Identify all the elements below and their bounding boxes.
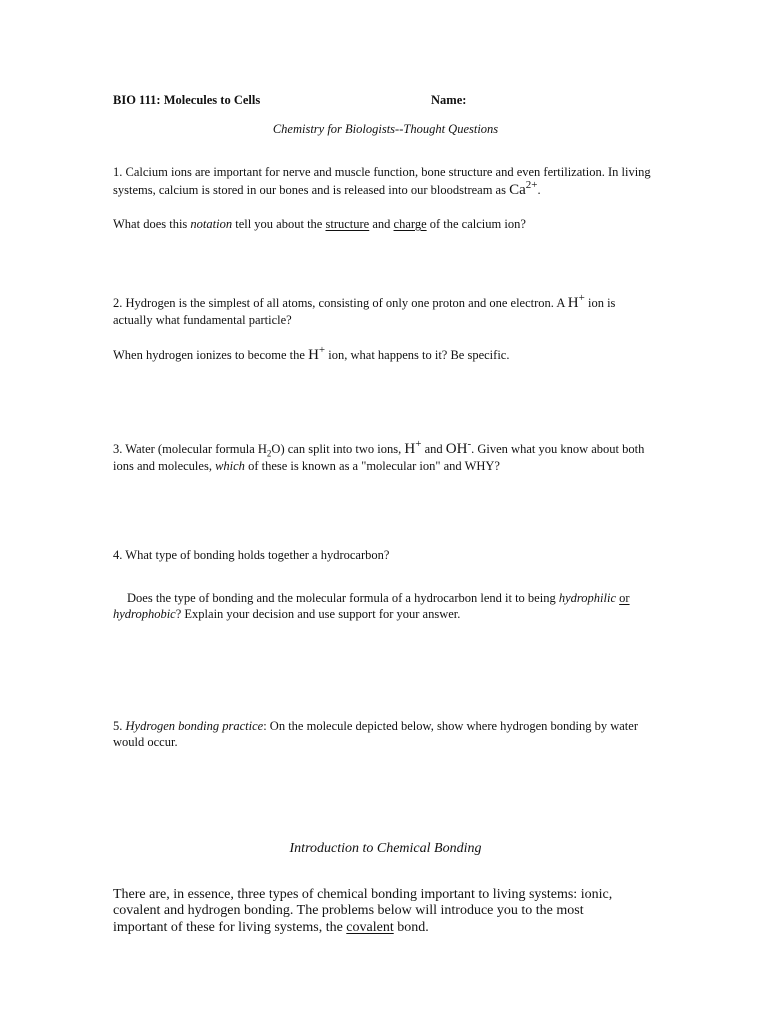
- which-term: which: [215, 458, 245, 473]
- question-5: 5. Hydrogen bonding practice: On the molecule depicted below, show where hydrogen bonding by water would occur.: [113, 719, 638, 749]
- question-1: 1. Calcium ions are important for nerve and muscle function, bone structure and even fertilization. In living systems, calcium is stored in our bones and is released into our bloodstream as $Ca^{2+}$.: [113, 165, 651, 198]
- charge-term: charge: [393, 217, 427, 231]
- question-2-followup: When hydrogen ionizes to become the H+ ion, what happens to it? Be specific.: [113, 344, 510, 363]
- question-4-followup: Does the type of bonding and the molecular formula of a hydrocarbon lend it to being hydrophilic or hydrophobic? Explain your decision and use support for your answer.: [113, 591, 630, 621]
- calcium-symbol: $Ca^{2+}$: [509, 178, 538, 198]
- question-1-followup: What does this notation tell you about the structure and charge of the calcium ion?: [113, 217, 526, 231]
- name-label: Name:: [431, 93, 467, 107]
- worksheet-subtitle: Chemistry for Biologists--Thought Questions: [272, 122, 499, 136]
- course-code: BIO 111: [113, 93, 157, 107]
- section-title: Introduction to Chemical Bonding: [289, 841, 482, 856]
- hydrogen-ion-symbol-2: H+: [308, 344, 326, 363]
- question-1-text: 1. Calcium ions are important for nerve and muscle function, bone structure and even fertilization. In living systems, calcium is stored in our bones and is released into our bloodstream as: [113, 165, 651, 197]
- structure-term: structure: [325, 217, 370, 231]
- covalent-term: covalent: [346, 919, 394, 935]
- course-title: : Molecules to Cells: [156, 93, 261, 107]
- water-subscript: 2: [266, 448, 272, 459]
- hydrogen-ion-symbol: H+: [567, 292, 585, 311]
- question-2: 2. Hydrogen is the simplest of all atoms, consisting of only one proton and one electron. A H+ ion is actually what fundamental particle?: [113, 292, 616, 327]
- question-5-title: Hydrogen bonding practice: [125, 719, 264, 733]
- question-3: 3. Water (molecular formula $H_2O$) can split into two ions, H+ and OH-. Given what you know about both ions and molecules, which of these is known as a "molecular ion" and WHY?: [113, 438, 645, 473]
- hydroxide-ion: OH-: [445, 438, 472, 457]
- notation-term: notation: [190, 217, 233, 231]
- question-4: 4. What type of bonding holds together a hydrocarbon?: [113, 548, 390, 562]
- hydrophobic-term: hydrophobic: [113, 606, 176, 621]
- hydrogen-ion: H+: [404, 438, 422, 457]
- document-header: [113, 93, 658, 109]
- or-term: or: [619, 591, 630, 605]
- hydrophilic-term: hydrophilic: [558, 591, 616, 605]
- section-intro: There are, in essence, three types of chemical bonding important to living systems: ionic, covalent and hydrogen bonding. The problems below will introduce you to the most important of these for living systems, the covalent bond.: [113, 887, 613, 935]
